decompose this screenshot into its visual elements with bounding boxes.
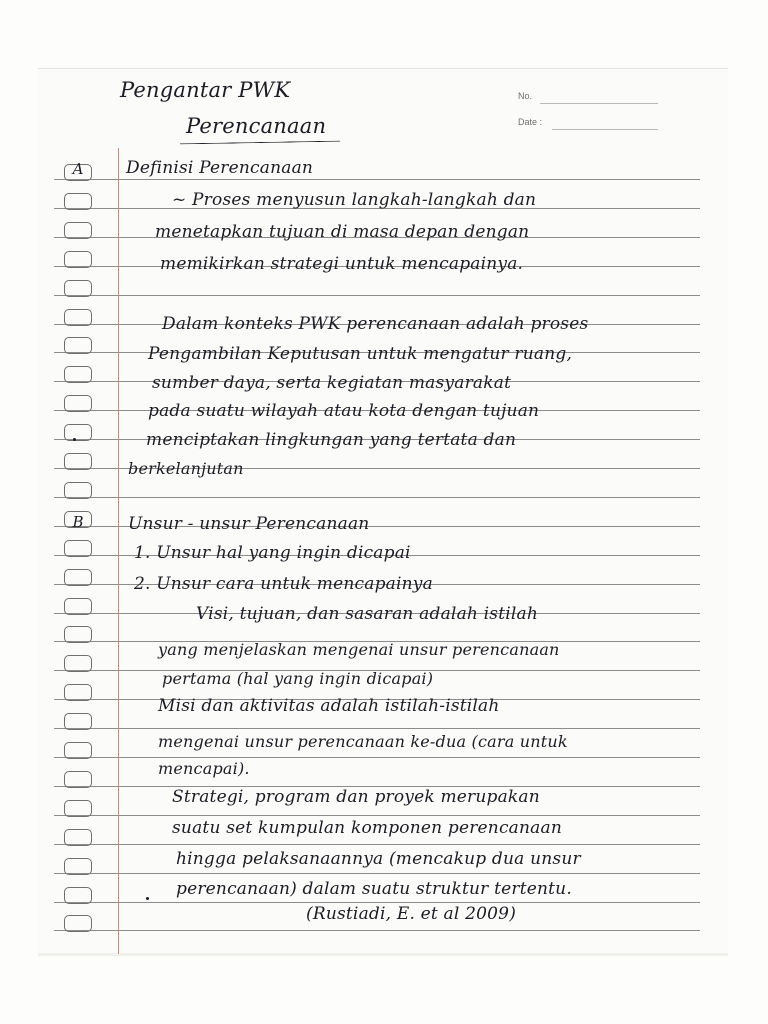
definition-line-3: memikirkan strategi untuk mencapainya. [160, 254, 524, 274]
context-line-3: sumber daya, serta kegiatan masyarakat [152, 373, 512, 393]
element-item-1: 1. Unsur hal yang ingin dicapai [134, 543, 411, 563]
margin-checkbox [64, 655, 92, 672]
margin-checkbox [64, 887, 92, 904]
no-label: No. [518, 91, 533, 101]
ruled-line [54, 295, 700, 296]
element-body-5: mengenai unsur perencanaan ke-dua (cara untuk [158, 732, 568, 751]
element-body-7: Strategi, program dan proyek merupakan [172, 787, 540, 807]
margin-checkbox [64, 482, 92, 499]
paper-edge [38, 953, 728, 956]
note-subtitle: Perencanaan [186, 114, 327, 138]
ink-dot-bottom [146, 897, 149, 900]
ink-dot [73, 438, 76, 441]
element-body-8: suatu set kumpulan komponen perencanaan [172, 818, 562, 838]
section-b-heading: Unsur - unsur Perencanaan [128, 514, 370, 534]
margin-checkbox [64, 800, 92, 817]
definition-line-2: menetapkan tujuan di masa depan dengan [155, 222, 530, 242]
citation: (Rustiadi, E. et al 2009) [306, 904, 517, 924]
element-body-6: mencapai). [158, 759, 250, 778]
element-body-4: Misi dan aktivitas adalah istilah-istilah [158, 696, 500, 716]
margin-checkbox [64, 626, 92, 643]
ruled-line [54, 728, 700, 729]
element-body-2: yang menjelaskan mengenai unsur perencanaan [158, 640, 560, 659]
section-a-heading: Definisi Perencanaan [126, 158, 314, 178]
ruled-line [54, 873, 700, 874]
ruled-line [54, 815, 700, 816]
context-line-1: Dalam konteks PWK perencanaan adalah proses [162, 314, 589, 334]
margin-checkbox [64, 424, 92, 441]
ruled-line [54, 179, 700, 180]
context-line-2: Pengambilan Keputusan untuk mengatur ruang, [148, 344, 573, 364]
context-line-5: menciptakan lingkungan yang tertata dan [146, 430, 517, 450]
margin-checkbox [64, 251, 92, 268]
context-line-4: pada suatu wilayah atau kota dengan tujuan [148, 401, 540, 421]
margin-checkbox [64, 742, 92, 759]
element-body-1: Visi, tujuan, dan sasaran adalah istilah [196, 604, 539, 624]
margin-checkbox [64, 829, 92, 846]
date-line [552, 129, 658, 130]
ruled-line [54, 497, 700, 498]
note-title: Pengantar PWK [120, 78, 291, 102]
margin-checkbox [64, 309, 92, 326]
margin-checkbox [64, 366, 92, 383]
context-line-6: berkelanjutan [128, 459, 244, 478]
margin-checkbox [64, 858, 92, 875]
ruled-line [54, 844, 700, 845]
margin-line [118, 148, 119, 954]
section-a-marker: A [72, 160, 84, 178]
definition-line-1: ~ Proses menyusun langkah-langkah dan [172, 190, 537, 210]
date-label: Date : [518, 117, 543, 127]
margin-checkbox [64, 684, 92, 701]
margin-checkbox [64, 453, 92, 470]
margin-checkbox [64, 280, 92, 297]
margin-checkbox [64, 598, 92, 615]
ruled-line [54, 757, 700, 758]
ruled-line [54, 902, 700, 903]
margin-checkbox [64, 771, 92, 788]
margin-checkbox [64, 395, 92, 412]
margin-checkbox [64, 337, 92, 354]
ruled-line [54, 930, 700, 931]
margin-checkbox [64, 915, 92, 932]
element-body-10: perencanaan) dalam suatu struktur tertentu. [176, 879, 572, 899]
margin-checkbox [64, 713, 92, 730]
margin-checkbox [64, 222, 92, 239]
element-body-3: pertama (hal yang ingin dicapai) [162, 669, 434, 688]
margin-checkbox [64, 569, 92, 586]
margin-checkbox [64, 540, 92, 557]
element-item-2: 2. Unsur cara untuk mencapainya [134, 574, 433, 594]
no-line [540, 103, 658, 104]
margin-checkbox [64, 193, 92, 210]
section-b-marker: B [72, 513, 84, 531]
element-body-9: hingga pelaksanaannya (mencakup dua unsur [176, 849, 581, 869]
